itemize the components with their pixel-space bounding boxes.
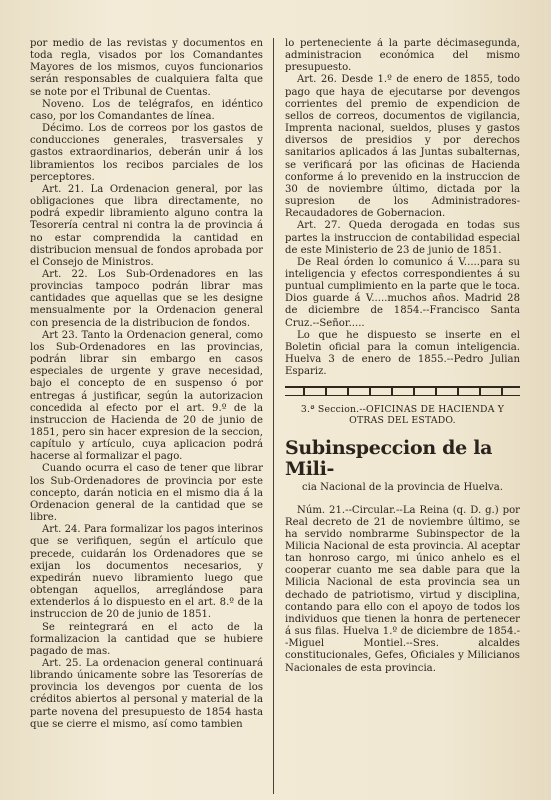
- section-title: 3.ª Seccion.--OFICINAS DE HACIENDA Y OTRAS DEL ESTADO.: [300, 404, 505, 427]
- paragraph: Art. 26. Desde 1.º de enero de 1855, todo pago que haya de ejecutarse por devengos corrientes del premio de expendicion de sellos de correos, documentos de vigilancia, Imprenta nacional, sueldos, pluses y gastos diversos de presidios y por derechos sanitarios aplicados á las Juntas subalternas, se verificará por las oficinas de Hacienda conforme á lo prevenido en la instruccion de 30 de noviembre último, dictada por la supresion de los Administradores-Recaudadores de Gobernacion.: [285, 74, 520, 220]
- paragraph: por medio de las revistas y documentos en toda regla, visados por los Comandantes Mayores de los mismos, cuyos funcionarios serán responsables de cualquiera falta que se note por el Tribunal de Cuentas.: [30, 38, 263, 98]
- paragraph: Art. 27. Queda derogada en todas sus partes la instruccion de contabilidad especial de este Ministerio de 23 de junio de 1851.: [285, 220, 520, 256]
- left-column: [30, 38, 263, 792]
- paragraph: Art. 21. La Ordenacion general, por las obligaciones que libra directamente, no podrá expedir libramiento alguno contra la Tesorería central ni contra la de provincia á no estar comprendida la cantidad en distribucion mensual de fondos aprobada por el Consejo de Ministros.: [30, 183, 263, 268]
- circular-text: [285, 505, 520, 675]
- paragraph: Noveno. Los de telégrafos, en idéntico caso, por los Comandantes de línea.: [30, 98, 263, 122]
- paragraph: Art 23. Tanto la Ordenacion general, como los Sub-Ordenadores en las provincias, podrán librar sin embargo en casos especiales de urgente y grave necesidad, bajo el concepto de en suspenso ó por entregas á justificar, según la autorizacion concedida al efecto por el art. 9.º de la instruccion de Hacienda de 20 de junio de 1851, pero sin hacer expresion de la seccion, capítulo y artículo, cuya aplicacion podrá hacerse al formalizar el pago.: [30, 329, 263, 463]
- right-column-articles: [285, 38, 520, 378]
- paragraph: Se reintegrará en el acto de la formalizacion la cantidad que se hubiere pagado de mas.: [30, 621, 263, 657]
- paragraph: Art. 24. Para formalizar los pagos interinos que se verifiquen, según el artículo que precede, cuidarán los Ordenadores que se exijan los documentos necesarios, y expedirán nuevo libramiento luego que obtengan aquellos, arreglándose para extenderlos á lo dispuesto en el art. 8.º de la instruccion de 20 de junio de 1851.: [30, 524, 263, 621]
- notice-heading: Subinspeccion de la Mili-: [285, 437, 493, 481]
- right-column: [285, 38, 520, 792]
- paragraph: Art. 22. Los Sub-Ordenadores en las provincias tampoco podrán librar mas cantidades que aquellas que se les designe mensualmente por la Ordenacion general con presencia de la distribucion de fondos.: [30, 268, 263, 329]
- paragraph: Núm. 21.--Circular.--La Reina (q. D. g.) por Real decreto de 21 de noviembre último, se ha servido nombrarme Subinspector de la Milicia Nacional de esta provincia. Al aceptar tan honroso cargo, mi único anhelo es el cooperar cuanto me sea dable para que la Milicia Nacional de esta provincia sea un dechado de patriotismo, virtud y disciplina, contando para ello con el apoyo de todos los individuos que tienen la honra de pertenecer á sus filas. Huelva 1.º de diciembre de 1854.--Miguel Montiel.--Sres. alcaldes constitucionales, Gefes, Oficiales y Milicianos Nacionales de esta provincia.: [285, 504, 520, 674]
- notice-heading-subtitle: cia Nacional de la provincia de Huelva.: [302, 482, 503, 494]
- paragraph: De Real órden lo comunico á V.....para su inteligencia y efectos correspondientes á su puntual cumplimiento en la parte que le toca. Dios guarde á V.....muchos años. Madrid 28 de diciembre de 1854.--Francisco Santa Cruz.--Señor.....: [285, 256, 520, 329]
- paragraph: Cuando ocurra el caso de tener que librar los Sub-Ordenadores de provincia por este concepto, darán noticia en el mismo dia á la Ordenacion general de la cantidad que se libre.: [30, 463, 263, 524]
- column-divider: [273, 38, 274, 794]
- paragraph: Art. 25. La ordenacion general continuará librando únicamente sobre las Tesorerías de provincia los devengos por cuenta de los créditos abiertos al personal y material de la parte novena del presupuesto de 1854 hasta que se cierre el mismo, así como tambien: [30, 657, 263, 730]
- paragraph: lo perteneciente á la parte décimasegunda, administracion económica del mismo presupuesto.: [285, 38, 520, 74]
- paragraph: Décimo. Los de correos por los gastos de conducciones generales, trasversales y gastos extraordinarios, deberán unir á los libramientos los recibos parciales de los perceptores.: [30, 123, 263, 183]
- paragraph: Lo que he dispuesto se inserte en el Boletin oficial para la comun inteligencia. Huelva 3 de enero de 1855.--Pedro Julian Espariz.: [285, 329, 520, 378]
- section-separator: [285, 386, 520, 396]
